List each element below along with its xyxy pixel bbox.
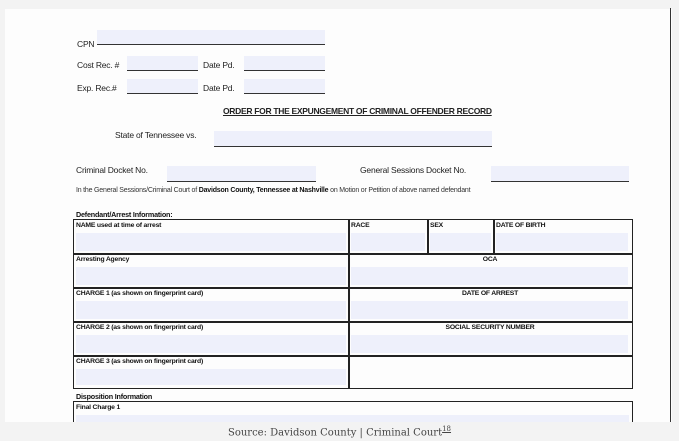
row-divider (74, 253, 632, 255)
oca-field[interactable] (351, 267, 628, 285)
charge2-cell (74, 322, 349, 356)
charge1-field[interactable] (76, 301, 346, 319)
sex-field[interactable] (430, 233, 491, 251)
name-cell (74, 220, 349, 254)
sex-cell (428, 220, 494, 254)
row-divider (74, 355, 632, 357)
agency-cell (74, 254, 349, 288)
charge2-header: CHARGE 2 (as shown on fingerprint card) (76, 324, 204, 331)
criminal-docket-field[interactable] (167, 166, 316, 182)
exp-rec-label: Exp. Rec.# (77, 83, 117, 93)
name-field[interactable] (76, 233, 346, 251)
charge3-cell (74, 356, 349, 388)
defendant-section-heading: Defendant/Arrest Information: (76, 210, 173, 219)
empty-cell (349, 356, 631, 388)
oca-cell (349, 254, 631, 288)
column-divider (348, 220, 350, 388)
court-statement: In the General Sessions/Criminal Court of Davidson County, Tennessee at Nashville on Motion or Petition of above named defendant (76, 187, 471, 194)
sex-header: SEX (430, 222, 444, 229)
cost-rec-field[interactable] (127, 56, 198, 71)
race-header: RACE (351, 222, 370, 229)
defendant-table (73, 219, 633, 389)
criminal-docket-label: Criminal Docket No. (76, 165, 148, 175)
agency-field[interactable] (76, 267, 346, 285)
ssn-header: SOCIAL SECURITY NUMBER (445, 324, 535, 331)
date-of-arrest-cell (349, 288, 631, 322)
exp-rec-field[interactable] (127, 79, 198, 94)
charge1-header: CHARGE 1 (as shown on fingerprint card) (76, 290, 204, 297)
row-divider (74, 321, 632, 323)
date-of-arrest-header: DATE OF ARREST (461, 290, 519, 297)
date-of-arrest-field[interactable] (351, 301, 628, 319)
frame-border (670, 8, 671, 422)
oca-header: OCA (482, 256, 498, 263)
date-pd-label-1: Date Pd. (203, 60, 235, 70)
row-divider (74, 287, 632, 289)
cpn-label: CPN (77, 39, 95, 49)
cost-rec-label: Cost Rec. # (77, 60, 120, 70)
dob-header: DATE OF BIRTH (496, 222, 546, 229)
disposition-section-heading: Disposition Information (76, 392, 153, 401)
date-pd-field-2[interactable] (244, 79, 325, 94)
general-sessions-field[interactable] (491, 166, 629, 182)
footnote-link[interactable]: 18 (442, 425, 452, 433)
race-cell (349, 220, 428, 254)
date-pd-field-1[interactable] (244, 56, 325, 71)
charge1-cell (74, 288, 349, 322)
agency-header: Arresting Agency (76, 256, 130, 263)
state-label: State of Tennessee vs. (115, 130, 197, 140)
final-charge1-header: Final Charge 1 (76, 404, 121, 411)
name-header: NAME used at time of arrest (76, 222, 162, 229)
race-field[interactable] (351, 233, 425, 251)
ssn-cell (349, 322, 631, 356)
dob-cell (494, 220, 631, 254)
charge3-field[interactable] (76, 369, 346, 385)
charge3-header: CHARGE 3 (as shown on fingerprint card) (76, 358, 204, 365)
charge2-field[interactable] (76, 335, 346, 353)
ssn-field[interactable] (351, 335, 628, 353)
image-caption: Source: Davidson County | Criminal Court$^{18}$ (227, 425, 452, 439)
date-pd-label-2: Date Pd. (203, 83, 235, 93)
state-vs-field[interactable] (214, 131, 492, 147)
column-divider (427, 220, 429, 254)
cpn-field[interactable] (97, 30, 325, 45)
column-divider (493, 220, 495, 254)
general-sessions-label: General Sessions Docket No. (360, 165, 467, 175)
dob-field[interactable] (496, 233, 628, 251)
form-title: ORDER FOR THE EXPUNGEMENT OF CRIMINAL OFFENDER RECORD (223, 106, 492, 116)
